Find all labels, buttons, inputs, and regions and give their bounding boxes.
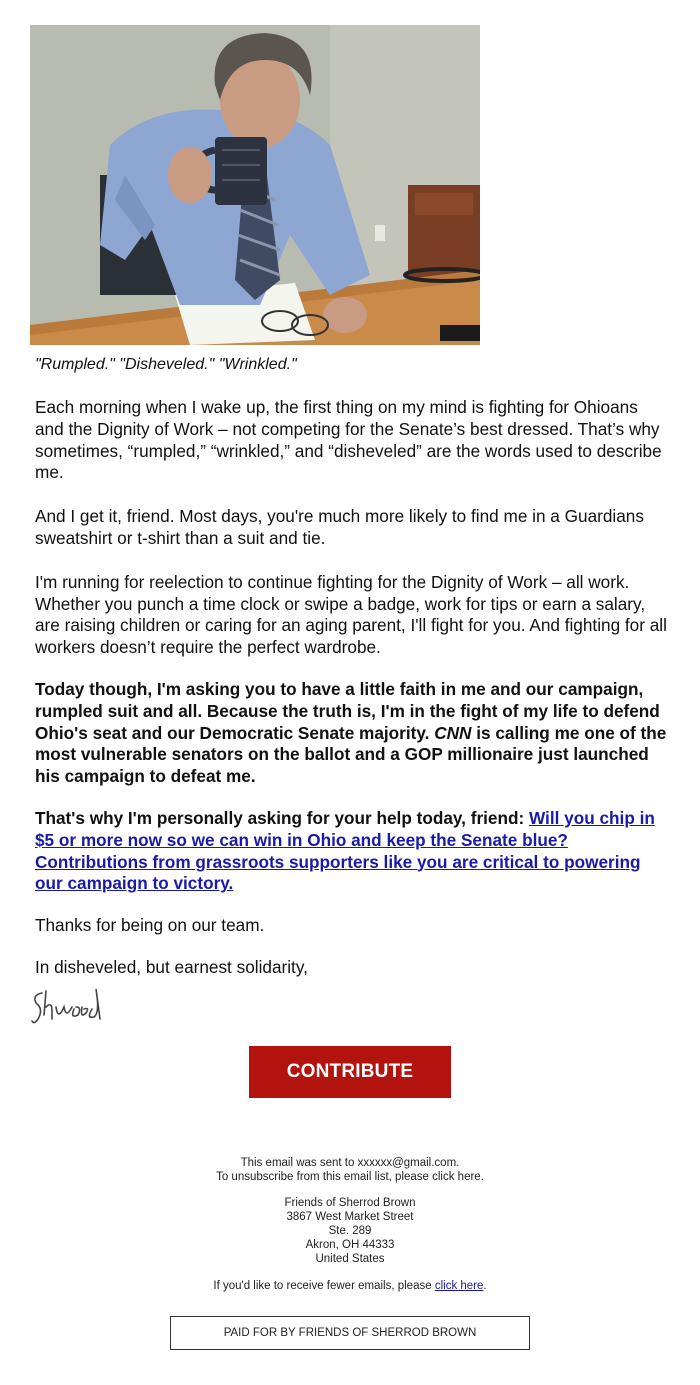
address-line: 3867 West Market Street <box>286 1211 414 1223</box>
photo-caption: "Rumpled." "Disheveled." "Wrinkled." <box>35 356 297 373</box>
bold-appeal-part-b: is calling me one of the most vulnerable senators on the ballot and a GOP millionaire just launched his campaign to defeat me. <box>35 722 667 787</box>
bold-appeal-part-a: Today though, I'm asking you to have a little faith in me and our campaign, rumpled suit and all. Because the truth is, I'm in the fight of my life to defend Ohio's seat and our Democratic Senate majority. <box>35 678 660 743</box>
senator-drinking-coffee-photo <box>30 25 480 345</box>
fewer-emails-lead: If you'd like to receive fewer emails, please <box>213 1280 432 1292</box>
signature <box>30 985 130 1037</box>
paid-for-disclaimer: PAID FOR BY FRIENDS OF SHERROD BROWN <box>170 1316 530 1350</box>
footer-recipient-info <box>0 1156 700 1184</box>
cnn-text: CNN <box>434 722 472 743</box>
header-photo <box>30 25 480 345</box>
fewer-emails-text <box>0 1279 700 1293</box>
fewer-emails-end: . <box>483 1280 487 1292</box>
address-line: Friends of Sherrod Brown <box>284 1197 416 1209</box>
paragraph-2: And I get it, friend. Most days, you're much more likely to find me in a Guardians sweatshirt or t-shirt than a suit and tie. <box>35 506 644 548</box>
footer-address <box>0 1196 700 1266</box>
donation-ask-paragraph <box>35 808 670 895</box>
ask-lead-text: That's why I'm personally asking for your help today, friend: <box>35 807 525 828</box>
thanks-text: Thanks for being on our team. <box>35 915 265 936</box>
address-line: Akron, OH 44333 <box>305 1239 395 1251</box>
closing-text: In disheveled, but earnest solidarity, <box>35 956 308 977</box>
paragraph-3: I'm running for reelection to continue fighting for the Dignity of Work – all work. Whether you punch a time clock or swipe a badge, work for tips or earn a salary, are raising children or caring for an aging parent, I'll fight for you. And fighting for all workers doesn’t require the perfect wardrobe. <box>35 571 667 658</box>
contribute-button[interactable]: CONTRIBUTE <box>249 1046 451 1098</box>
email-body <box>35 354 670 979</box>
bold-appeal-paragraph <box>35 679 670 788</box>
sent-to-text: This email was sent to xxxxxx@gmail.com. <box>240 1157 460 1169</box>
donation-link[interactable]: Will you chip in $5 or more now so we can win in Ohio and keep the Senate blue? Contributions from grassroots supporters like you are critical to powering our campaign to victory. <box>35 807 655 894</box>
paragraph-1: Each morning when I wake up, the first thing on my mind is fighting for Ohioans and the Dignity of Work – not competing for the Senate’s best dressed. That’s why sometimes, “rumpled,” “wrinkled,” and “disheveled” are the words used to describe me. <box>35 397 662 483</box>
address-line: United States <box>315 1253 385 1265</box>
address-line: Ste. 289 <box>328 1225 372 1237</box>
fewer-emails-link[interactable]: click here <box>434 1280 484 1292</box>
unsubscribe-text[interactable]: To unsubscribe from this email list, please click here. <box>216 1171 484 1183</box>
signature-icon <box>30 985 130 1037</box>
